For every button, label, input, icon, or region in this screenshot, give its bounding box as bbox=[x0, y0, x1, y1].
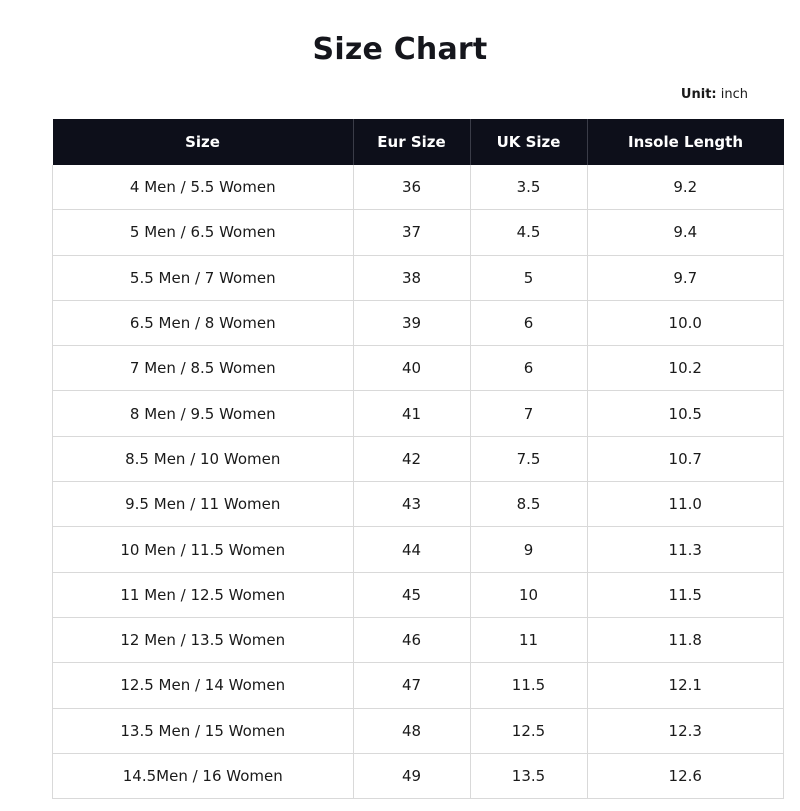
cell-uk: 5 bbox=[470, 255, 587, 300]
cell-eur: 37 bbox=[353, 210, 470, 255]
table-row bbox=[53, 346, 784, 391]
cell-insole: 11.5 bbox=[587, 572, 784, 617]
cell-eur: 49 bbox=[353, 753, 470, 798]
cell-insole: 10.2 bbox=[587, 346, 784, 391]
cell-uk: 11.5 bbox=[470, 663, 587, 708]
cell-size: 5 Men / 6.5 Women bbox=[53, 210, 354, 255]
cell-uk: 13.5 bbox=[470, 753, 587, 798]
cell-size: 5.5 Men / 7 Women bbox=[53, 255, 354, 300]
column-header-eur-size: Eur Size bbox=[353, 119, 470, 165]
unit-value: inch bbox=[720, 87, 748, 102]
cell-insole: 12.1 bbox=[587, 663, 784, 708]
cell-uk: 3.5 bbox=[470, 165, 587, 210]
cell-size: 9.5 Men / 11 Women bbox=[53, 482, 354, 527]
cell-insole: 12.3 bbox=[587, 708, 784, 753]
cell-eur: 44 bbox=[353, 527, 470, 572]
table-row bbox=[53, 527, 784, 572]
cell-size: 8 Men / 9.5 Women bbox=[53, 391, 354, 436]
cell-insole: 11.3 bbox=[587, 527, 784, 572]
cell-size: 14.5Men / 16 Women bbox=[53, 753, 354, 798]
cell-eur: 42 bbox=[353, 436, 470, 481]
cell-size: 8.5 Men / 10 Women bbox=[53, 436, 354, 481]
column-header-size: Size bbox=[53, 119, 354, 165]
unit-note bbox=[0, 68, 800, 102]
cell-uk: 4.5 bbox=[470, 210, 587, 255]
table-row bbox=[53, 708, 784, 753]
column-header-uk-size: UK Size bbox=[470, 119, 587, 165]
cell-eur: 38 bbox=[353, 255, 470, 300]
table-body bbox=[53, 165, 784, 799]
cell-insole: 10.5 bbox=[587, 391, 784, 436]
cell-eur: 48 bbox=[353, 708, 470, 753]
cell-size: 4 Men / 5.5 Women bbox=[53, 165, 354, 210]
cell-uk: 6 bbox=[470, 300, 587, 345]
cell-size: 13.5 Men / 15 Women bbox=[53, 708, 354, 753]
cell-insole: 12.6 bbox=[587, 753, 784, 798]
cell-insole: 11.0 bbox=[587, 482, 784, 527]
table-row bbox=[53, 210, 784, 255]
cell-eur: 46 bbox=[353, 617, 470, 662]
cell-eur: 36 bbox=[353, 165, 470, 210]
cell-eur: 43 bbox=[353, 482, 470, 527]
table-row bbox=[53, 753, 784, 798]
table-row bbox=[53, 663, 784, 708]
table-row bbox=[53, 165, 784, 210]
cell-uk: 8.5 bbox=[470, 482, 587, 527]
cell-size: 6.5 Men / 8 Women bbox=[53, 300, 354, 345]
cell-insole: 10.0 bbox=[587, 300, 784, 345]
cell-insole: 9.2 bbox=[587, 165, 784, 210]
cell-uk: 7.5 bbox=[470, 436, 587, 481]
column-header-insole-length: Insole Length bbox=[587, 119, 784, 165]
cell-insole: 10.7 bbox=[587, 436, 784, 481]
cell-insole: 9.7 bbox=[587, 255, 784, 300]
cell-size: 10 Men / 11.5 Women bbox=[53, 527, 354, 572]
cell-eur: 41 bbox=[353, 391, 470, 436]
cell-uk: 12.5 bbox=[470, 708, 587, 753]
table-row bbox=[53, 300, 784, 345]
cell-uk: 11 bbox=[470, 617, 587, 662]
cell-size: 11 Men / 12.5 Women bbox=[53, 572, 354, 617]
cell-uk: 7 bbox=[470, 391, 587, 436]
table-row bbox=[53, 617, 784, 662]
table-row bbox=[53, 391, 784, 436]
cell-uk: 9 bbox=[470, 527, 587, 572]
cell-uk: 6 bbox=[470, 346, 587, 391]
size-table-container bbox=[0, 102, 800, 799]
cell-insole: 9.4 bbox=[587, 210, 784, 255]
cell-eur: 47 bbox=[353, 663, 470, 708]
table-row bbox=[53, 255, 784, 300]
unit-label: Unit: bbox=[680, 87, 717, 102]
cell-insole: 11.8 bbox=[587, 617, 784, 662]
table-row bbox=[53, 482, 784, 527]
cell-eur: 39 bbox=[353, 300, 470, 345]
cell-eur: 45 bbox=[353, 572, 470, 617]
table-header bbox=[53, 119, 784, 165]
cell-size: 12.5 Men / 14 Women bbox=[53, 663, 354, 708]
table-row bbox=[53, 572, 784, 617]
size-table bbox=[52, 119, 784, 799]
cell-uk: 10 bbox=[470, 572, 587, 617]
cell-eur: 40 bbox=[353, 346, 470, 391]
page-title: Size Chart bbox=[312, 32, 488, 67]
cell-size: 7 Men / 8.5 Women bbox=[53, 346, 354, 391]
table-row bbox=[53, 436, 784, 481]
table-header-row bbox=[53, 119, 784, 165]
cell-size: 12 Men / 13.5 Women bbox=[53, 617, 354, 662]
